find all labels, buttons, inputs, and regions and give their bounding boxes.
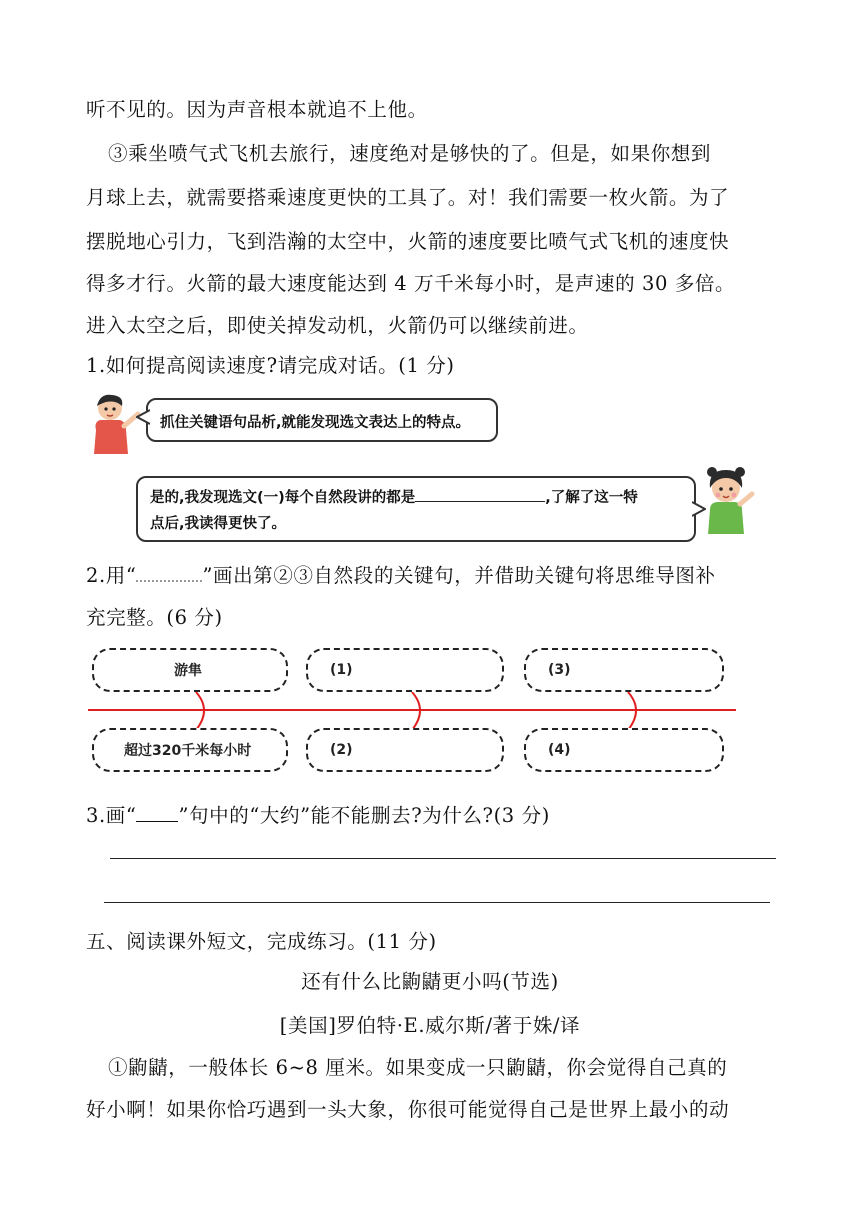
passage-line-3: 月球上去，就需要搭乘速度更快的工具了。对！我们需要一枚火箭。为了 bbox=[86, 186, 730, 209]
article-title: 还有什么比鼩鼱更小吗(节选) bbox=[301, 970, 559, 993]
question-3 bbox=[86, 800, 550, 828]
bubble-girl-text-1: 是的,我发现选文(一)每个自然段讲的都是 bbox=[150, 490, 416, 506]
passage-line-4: 摆脱地心引力，飞到浩瀚的太空中，火箭的速度要比喷气式飞机的速度快 bbox=[86, 230, 730, 253]
answer-line-1[interactable] bbox=[110, 858, 776, 859]
passage-line-5: 得多才行。火箭的最大速度能达到 4 万千米每小时，是声速的 30 多倍。 bbox=[86, 272, 736, 295]
mind-map-box-3[interactable]: (3) bbox=[524, 648, 724, 692]
question-2-text-b: ”画出第②③自然段的关键句，并借助关键句将思维导图补 bbox=[202, 564, 716, 587]
bubble-boy-text: 抓住关键语句品析,就能发现选文表达上的特点。 bbox=[160, 415, 471, 431]
article-line-2: 好小啊！如果你恰巧遇到一头大象，你很可能觉得自己是世界上最小的动 bbox=[86, 1098, 730, 1121]
mind-map-box-4[interactable]: (4) bbox=[524, 728, 724, 772]
mind-map-box-peregrine: 游隼 bbox=[92, 648, 288, 692]
answer-line-2[interactable] bbox=[104, 902, 770, 903]
bubble-girl-text-3: 点后,我读得更快了。 bbox=[150, 516, 287, 532]
passage-line-6: 进入太空之后，即使关掉发动机，火箭仍可以继续前进。 bbox=[86, 314, 589, 337]
section-5-heading: 五、阅读课外短文，完成练习。(11 分) bbox=[86, 930, 437, 953]
mind-map-box-speed: 超过320千米每小时 bbox=[92, 728, 288, 772]
question-1: 1.如何提高阅读速度?请完成对话。(1 分) bbox=[86, 354, 455, 377]
mind-map-box-2[interactable]: (2) bbox=[306, 728, 504, 772]
question-2-line-2: 充完整。(6 分) bbox=[86, 606, 223, 629]
mind-map-box-1[interactable]: (1) bbox=[306, 648, 504, 692]
bubble-girl-text-2: ,了解了这一特 bbox=[545, 490, 638, 506]
article-line-1: ①鼩鼱，一般体长 6~8 厘米。如果变成一只鼩鼱，你会觉得自己真的 bbox=[108, 1056, 728, 1079]
straight-underline-sample bbox=[136, 807, 178, 822]
question-3-text-b: ”句中的“大约”能不能删去?为什么?(3 分) bbox=[178, 804, 550, 827]
article-author: [美国]罗伯特·E.威尔斯/著于姝/译 bbox=[279, 1014, 581, 1037]
question-2-text-a: 2.用“ bbox=[86, 564, 137, 587]
passage-line-1: 听不见的。因为声音根本就追不上他。 bbox=[86, 98, 428, 121]
question-3-text-a: 3.画“ bbox=[86, 804, 137, 827]
passage-line-2: ③乘坐喷气式飞机去旅行，速度绝对是够快的了。但是，如果你想到 bbox=[108, 142, 712, 165]
